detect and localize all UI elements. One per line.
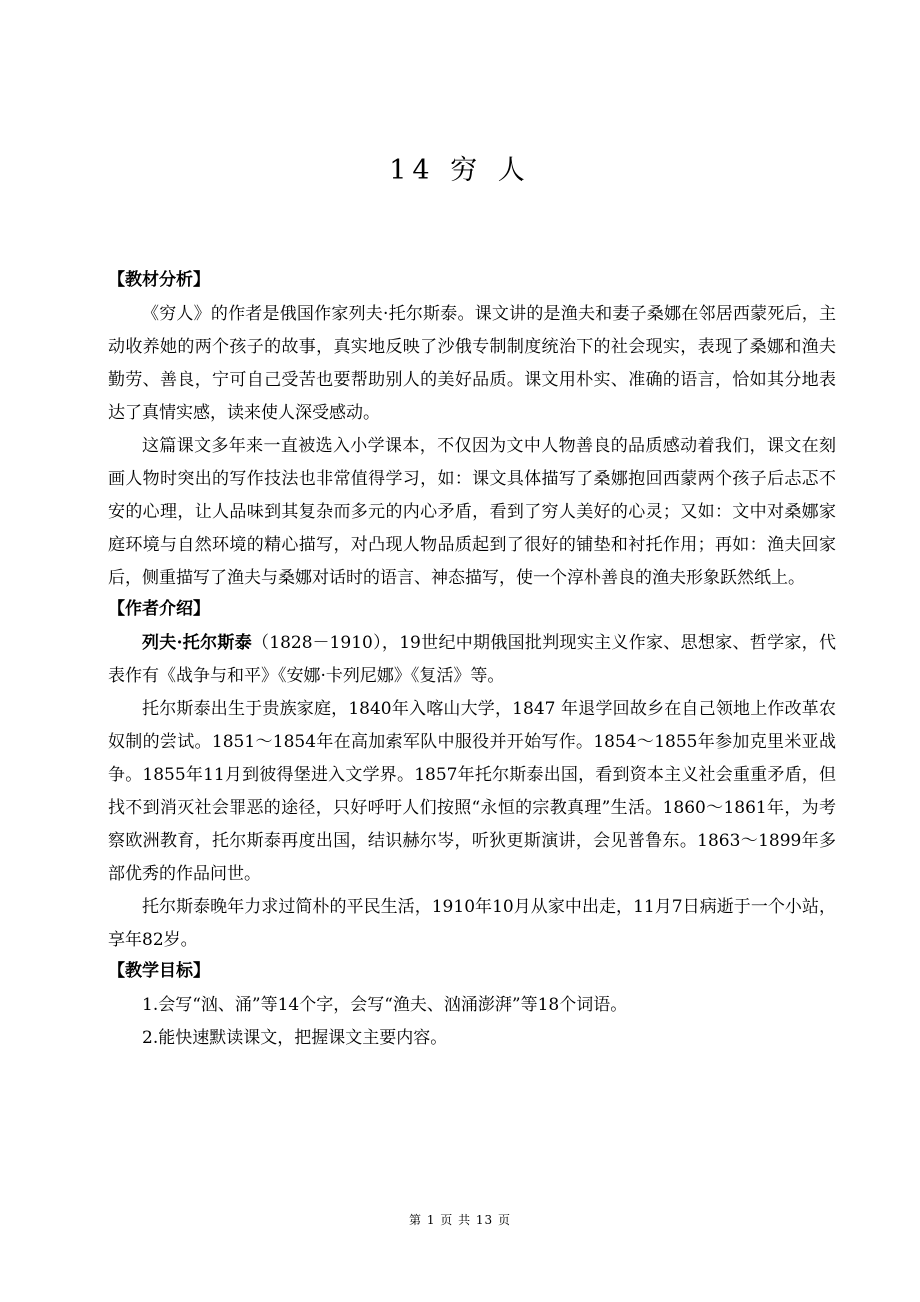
list-item: 1.会写“汹、涌”等14个字，会写“渔夫、汹涌澎湃”等18个词语。 [142, 995, 628, 1015]
author-name: 列夫·托尔斯泰 [142, 633, 252, 653]
paragraph: 托尔斯泰出生于贵族家庭，1840年入喀山大学，1847 年退学回故乡在自己领地上作改革农奴制的尝试。1851～1854年在高加索军队中服役并开始写作。1854～1855年参加克里米亚战争。1855年11月到彼得堡进入文学界。1857年托尔斯泰出国，看到资本主义社会重重矛盾，但找不到消灭社会罪恶的途径，只好呼吁人们按照“永恒的宗教真理”生活。1860～1861年，为考察欧洲教育，托尔斯泰再度出国，结识赫尔岑，听狄更斯演讲，会见普鲁东。1863～1899年多部优秀的作品问世。 [108, 699, 836, 884]
section-author-intro [108, 595, 836, 957]
author-paragraph [108, 627, 836, 693]
author-intro-text: （1828－1910），19世纪中期俄国批判现实主义作家、思想家、哲学家，代表作有《战争与和平》《安娜·卡列尼娜》《复活》等。 [108, 633, 836, 686]
page-footer: 第 1 页 共 13 页 [409, 1213, 511, 1227]
paragraph: 托尔斯泰晚年力求过简朴的平民生活，1910年10月从家中出走，11月7日病逝于一个小站，享年82岁。 [108, 897, 836, 950]
page-title: 14 穷 人 [389, 155, 531, 186]
paragraph: 《穷人》的作者是俄国作家列夫·托尔斯泰。课文讲的是渔夫和妻子桑娜在邻居西蒙死后，主动收养她的两个孩子的故事，真实地反映了沙俄专制制度统治下的社会现实，表现了桑娜和渔夫勤劳、善良，宁可自己受苦也要帮助别人的美好品质。课文用朴实、准确的语言，恰如其分地表达了真情实感，读来使人深受感动。 [108, 304, 836, 423]
list-item: 2.能快速默读课文，把握课文主要内容。 [142, 1028, 448, 1048]
document-body [108, 266, 836, 1055]
section-heading: 【作者介绍】 [108, 599, 210, 619]
paragraph: 这篇课文多年来一直被选入小学课本，不仅因为文中人物善良的品质感动着我们，课文在刻画人物时突出的写作技法也非常值得学习，如：课文具体描写了桑娜抱回西蒙两个孩子后忐忑不安的心理，让人品味到其复杂而多元的内心矛盾，看到了穷人美好的心灵；又如：文中对桑娜家庭环境与自然环境的精心描写，对凸现人物品质起到了很好的铺垫和衬托作用；再如：渔夫回家后，侧重描写了渔夫与桑娜对话时的语言、神态描写，使一个淳朴善良的渔夫形象跃然纸上。 [108, 436, 836, 588]
section-teaching-goals [108, 957, 836, 1055]
section-textbook-analysis [108, 266, 836, 595]
section-heading: 【教学目标】 [108, 961, 210, 981]
section-heading: 【教材分析】 [108, 270, 210, 290]
